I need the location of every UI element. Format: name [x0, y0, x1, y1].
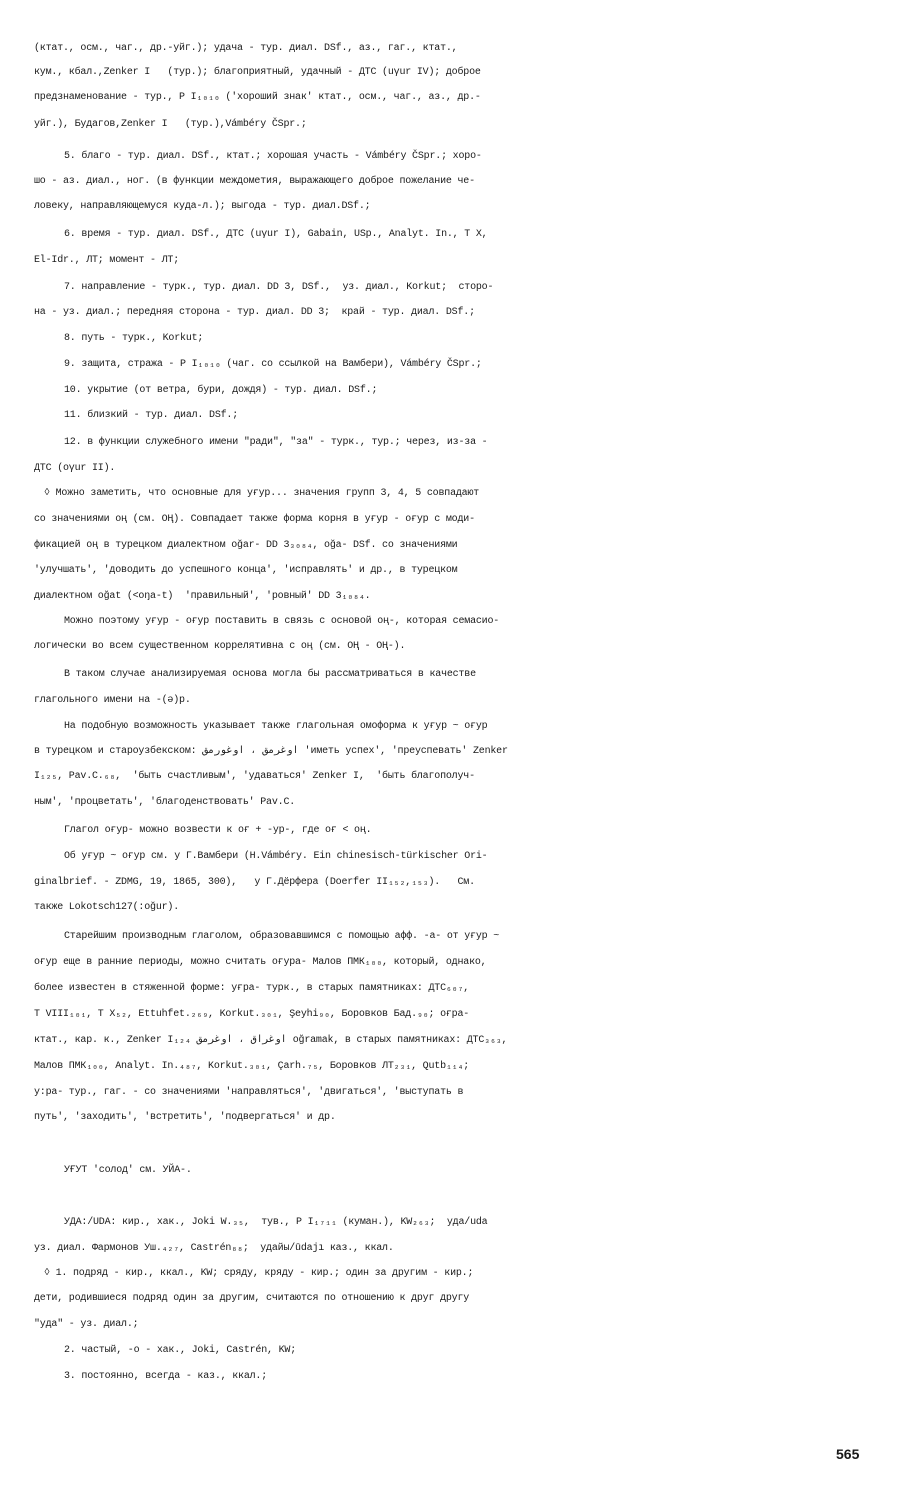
text-line: 10. укрытие (от ветра, бури, дождя) - тур. диал. DSf.;	[64, 385, 378, 396]
text-line: 2. частый, -о - хак., Joki, Castrén, KW;	[64, 1345, 297, 1356]
text-line: ловеку, направляющемуся куда-л.); выгода - тур. диал.DSf.;	[34, 201, 371, 212]
text-line: логически во всем существенном коррелятивна с оң (см. ОҢ - ОҢ-).	[34, 641, 406, 652]
text-line: Т VIII₁₀₁, Т Х₅₂, Ettuhfet.₂₆₉, Korkut.₃₀₁, Şeyhi₉₀, Боровков Бад.₉₀; оғра-	[34, 1009, 470, 1020]
text-line: 8. путь - турк., Korkut;	[64, 333, 204, 344]
text-line: у:ра- тур., гаг. - со значениями 'направляться', 'двигаться', 'выступать в	[34, 1087, 464, 1098]
text-line: Об уғур ~ оғур см. у Г.Вамбери (H.Vámbéry. Ein chinesisch-türkischer Ori-	[64, 851, 488, 862]
text-line: шо - аз. диал., ног. (в функции междометия, выражающего доброе пожелание че-	[34, 176, 475, 187]
text-line: в турецком и староузбекском: اوغرمق ، اوغورمق 'иметь успех', 'преуспевать' Zenker	[34, 746, 508, 757]
text-line: 9. защита, стража - Р I₁₀₁₀ (чаг. со ссылкой на Вамбери), Vámbéry ČSpr.;	[64, 359, 482, 370]
text-line: уйг.), Будагов,Zenker I (тур.),Vámbéry ČSpr.;	[34, 119, 307, 130]
text-line: кум., кбал.,Zenker I (тур.); благоприятный, удачный - ДТС (uγur IV); доброе	[34, 67, 481, 78]
text-line: также Lokotsch127(:oğur).	[34, 902, 180, 913]
text-line: ным', 'процветать', 'благоденствовать' Pav.C.	[34, 797, 296, 808]
text-line: Глагол оғур- можно возвести к оғ + -ур-, где оғ < оң.	[64, 825, 372, 836]
text-line: 7. направление - турк., тур. диал. DD 3, DSf., уз. диал., Korkut; сторо-	[64, 282, 494, 293]
text-line: со значениями оң (см. ОҢ). Совпадает также форма корня в уғур - оғур с моди-	[34, 514, 475, 525]
text-line: 12. в функции служебного имени "ради", "за" - турк., тур.; через, из-за -	[64, 437, 488, 448]
text-line: Можно поэтому уғур - оғур поставить в связь с основой оң-, которая семасио-	[64, 616, 500, 627]
text-line: (ктат., осм., чаг., др.-уйг.); удача - тур. диал. DSf., аз., гаг., ктат.,	[34, 43, 458, 54]
page-number: 565	[836, 1446, 860, 1462]
text-line: на - уз. диал.; передняя сторона - тур. диал. DD 3; край - тур. диал. DSf.;	[34, 307, 475, 318]
text-line: глагольного имени на -(ə)р.	[34, 695, 191, 706]
entry-headword-line: УҒУТ 'солод' см. УЙА-.	[64, 1165, 192, 1176]
text-line: оғур еще в ранние периоды, можно считать оғура- Малов ПМК₁₀₀, который, однако,	[34, 957, 487, 968]
text-line: уз. диал. Фармонов Уш.₄₂₇, Castrén₈₈; удайы/ūdajı каз., ккал.	[34, 1243, 394, 1254]
text-line: El-Idr., ЛТ; момент - ЛТ;	[34, 255, 180, 266]
entry-headword-line: УДА:/UDA: кир., хак., Joki W.₃₅, тув., Р I₁₇₁₁ (куман.), KW₂₆₃; уда/uda	[64, 1217, 488, 1228]
text-line: 3. постоянно, всегда - каз., ккал.;	[64, 1371, 268, 1382]
text-line: I₁₂₅, Pav.C.₆₈, 'быть счастливым', 'удаваться' Zenker I, 'быть благополуч-	[34, 771, 475, 782]
text-line: Старейшим производным глаголом, образовавшимся с помощью афф. -а- от уғур ~	[64, 931, 500, 942]
text-line: 11. близкий - тур. диал. DSf.;	[64, 410, 239, 421]
text-line: ДТС (oγur II).	[34, 463, 116, 474]
text-line: ◊ 1. подряд - кир., ккал., KW; сряду, кряду - кир.; один за другим - кир.;	[44, 1268, 474, 1279]
text-line: ктат., кар. к., Zenker I₁₂₄ اوغراق ، اوغرمق oğramak, в старых памятниках: ДТС₃₆₃,	[34, 1035, 508, 1046]
text-line: более известен в стяженной форме: уғра- турк., в старых памятниках: ДТС₆₀₇,	[34, 983, 470, 994]
text-line: путь', 'заходить', 'встретить', 'подвергаться' и др.	[34, 1112, 336, 1123]
text-line: 'улучшать', 'доводить до успешного конца', 'исправлять' и др., в турецком	[34, 565, 458, 576]
text-line: ◊ Можно заметить, что основные для уғур... значения групп 3, 4, 5 совпадают	[44, 488, 480, 499]
text-line: ginalbrief. - ZDMG, 19, 1865, 300), у Г.Дёрфера (Doerfer II₁₅₂,₁₅₃). См.	[34, 877, 475, 888]
text-line: Малов ПМК₁₀₀, Analyt. In.₄₈₇, Korkut.₃₀₁, Çarh.₇₅, Боровков ЛТ₂₃₁, Qutb₁₁₄;	[34, 1061, 470, 1072]
text-line: дети, родившиеся подряд один за другим, считаются по отношению к друг другу	[34, 1293, 470, 1304]
text-line: диалектном oğat (<oŋa-t) 'правильный', 'ровный' DD 3₁₀₈₄.	[34, 591, 371, 602]
text-line: В таком случае анализируемая основа могла бы рассматриваться в качестве	[64, 669, 476, 680]
text-line: "уда" - уз. диал.;	[34, 1319, 139, 1330]
text-line: предзнаменование - тур., Р I₁₀₁₀ ('хороший знак' ктат., осм., чаг., аз., др.-	[34, 92, 481, 103]
text-line: фикацией оң в турецком диалектном oğar- DD 3₃₀₈₄, oğa- DSf. со значениями	[34, 540, 458, 551]
text-line: 5. благо - тур. диал. DSf., ктат.; хорошая участь - Vámbéry ČSpr.; хоро-	[64, 151, 482, 162]
text-line: На подобную возможность указывает также глагольная омоформа к уғур ~ оғур	[64, 721, 488, 732]
text-line: 6. время - тур. диал. DSf., ДТС (uγur I), Gabain, USp., Analyt. In., Т Х,	[64, 229, 488, 240]
